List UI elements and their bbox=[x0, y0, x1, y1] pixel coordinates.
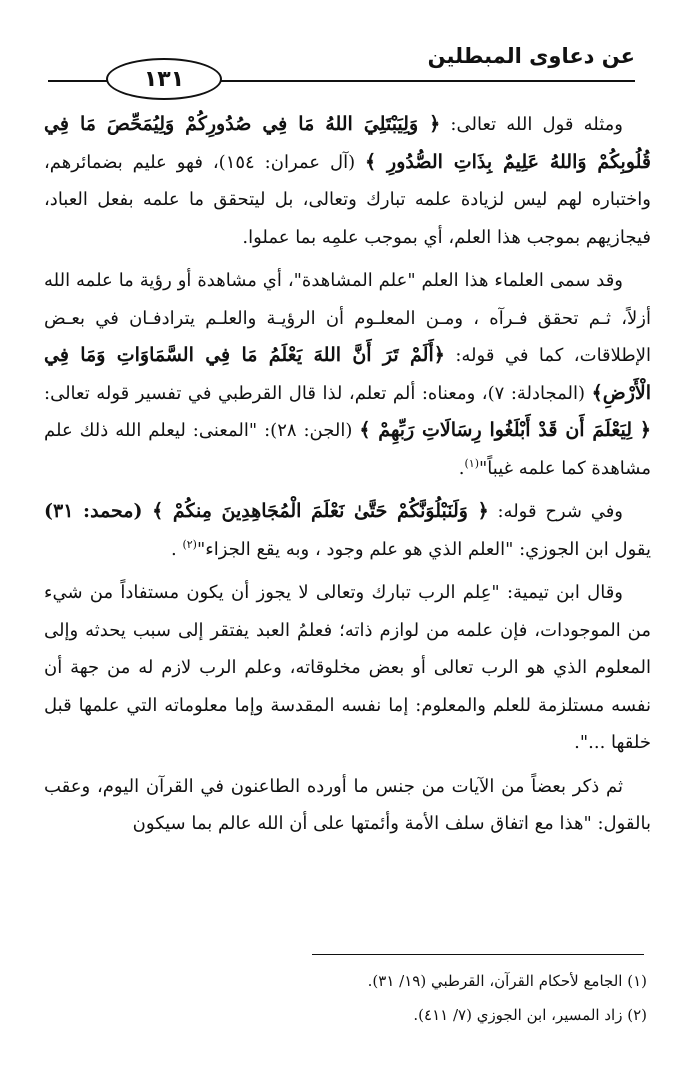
p3-intro: وفي شرح قوله: bbox=[488, 501, 623, 522]
running-title: عن دعاوى المبطلين bbox=[427, 44, 635, 68]
p2-text3: (الجن: ٢٨): "المعنى: ليعلم الله ذلك علم مشاهدة كما علمه غيباً" bbox=[44, 420, 651, 479]
footnotes bbox=[44, 964, 647, 1032]
paragraph-5: ثم ذكر بعضاً من الآيات من جنس ما أورده الطاعنون في القرآن اليوم، وعقب بالقول: "هذا مع اتفاق سلف الأمة وأئمتها على أن الله عالم بما سيكون bbox=[44, 775, 651, 834]
quran-verse: ﴿ وَلِيَبْتَلِيَ اللهُ مَا فِي صُدُورِكُمْ وَلِيُمَحِّصَ مَا فِي قُلُوبِكُمْ وَاللهُ عَلِيمٌ بِذَاتِ الصُّدُورِ ﴾ bbox=[44, 113, 652, 173]
p2-text1: وقد سمى العلماء هذا العلم "علم المشاهدة"، أي مشاهدة أو رؤية ما علمه الله أزلاً، ثـم تحقق فـرآه ، ومـن المعلـوم أن الرؤيـة والعلـم يترادفـان في بعـض الإطلاقات، كما في قوله: bbox=[44, 270, 651, 366]
paragraph-4: وقال ابن تيمية: "عِلم الرب تبارك وتعالى لا يجوز أن يكون مستفاداً من شيء من الموجودات، فإن علمه من لوازم ذاته؛ فعلمُ العبد يفتقر إلى سبب يحدثه وإلى المعلوم الذي هو الرب تعالى أو بعض مخلوقاته، وعلم الرب لازم له من جهة أن نفسه مستلزمة للعلم والمعلوم: إما نفسه المقدسة وإما معلوماته التي علمها قبل خلقها ...". bbox=[44, 582, 651, 753]
quran-verse: ﴿ لِيَعْلَمَ أَن قَدْ أَبْلَغُوا رِسَالَاتِ رَبِّهِمْ ﴾ bbox=[359, 419, 651, 441]
paragraph-1 bbox=[44, 106, 651, 256]
footnote-2: (٢) زاد المسير، ابن الجوزي (٧/ ٤١١). bbox=[413, 1006, 647, 1024]
footnote-ref-2[interactable]: (٢) bbox=[182, 537, 197, 551]
main-text bbox=[44, 106, 651, 849]
paragraph-3 bbox=[44, 493, 651, 568]
footnote-separator bbox=[312, 954, 644, 955]
footnote-1: (١) الجامع لأحكام القرآن، القرطبي (١٩/ ٣١). bbox=[367, 972, 647, 990]
quran-verse: ﴿أَلَمْ تَرَ أَنَّ اللهَ يَعْلَمُ مَا فِي السَّمَاوَاتِ وَمَا فِي الْأَرْضِ﴾ bbox=[44, 344, 651, 404]
paragraph-2 bbox=[44, 262, 651, 487]
page-header bbox=[48, 38, 635, 98]
p1-intro: ومثله قول الله تعالى: bbox=[440, 114, 623, 135]
page-number-badge: ١٣١ bbox=[106, 58, 222, 100]
p3-rest: يقول ابن الجوزي: "العلم الذي هو علم وجود ، وبه يقع الجزاء" bbox=[196, 538, 651, 560]
p1-rest: (آل عمران: ١٥٤)، فهو عليم بضمائرهم، واختباره لهم ليس لزيادة علمه تبارك وتعالى، بل ليتحقق ما علمه بفعل العباد، فيجازيهم بموجب هذا العلم، أي بموجب علمِه بما عملوا. bbox=[44, 151, 651, 248]
footnote-ref-1[interactable]: (١) bbox=[464, 456, 480, 470]
quran-verse: ﴿ وَلَنَبْلُوَنَّكُمْ حَتَّىٰ نَعْلَمَ الْمُجَاهِدِينَ مِنكُمْ ﴾ bbox=[152, 500, 489, 522]
p3-end: . bbox=[170, 538, 183, 560]
p2-text2: (المجادلة: ٧)، ومعناه: ألم تعلم، لذا قال القرطبي في تفسير قوله تعالى: bbox=[44, 382, 592, 404]
verse-reference: (محمد: ٣١) bbox=[44, 500, 153, 522]
p2-end: . bbox=[458, 457, 465, 479]
